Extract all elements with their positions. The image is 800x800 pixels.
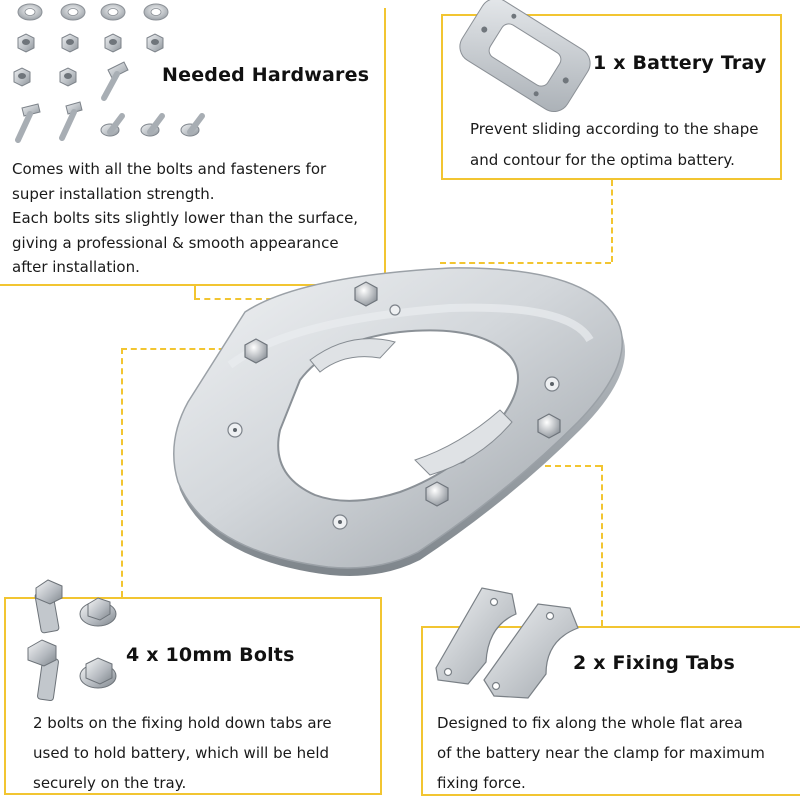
bolts-line-2: used to hold battery, which will be held bbox=[33, 744, 330, 762]
bolts-line-3: securely on the tray. bbox=[33, 774, 187, 792]
tray-line-2: and contour for the optima battery. bbox=[470, 150, 735, 169]
washer-icon bbox=[18, 4, 168, 20]
leader-line-bolts-v bbox=[121, 348, 123, 597]
hardware-line-3: Each bolts sits slightly lower than the surface, bbox=[12, 209, 359, 227]
fixing-tab-icon bbox=[428, 580, 588, 700]
battery-tray-product bbox=[150, 260, 650, 600]
bolts-title: 4 x 10mm Bolts bbox=[126, 644, 295, 666]
hardware-line-4: giving a professional & smooth appearance bbox=[12, 233, 339, 252]
leader-line-tray-v bbox=[611, 180, 613, 262]
bolts-line-1: 2 bolts on the fixing hold down tabs are bbox=[33, 714, 332, 732]
hardware-line-1: Comes with all the bolts and fasteners for bbox=[12, 160, 327, 178]
tray-title: 1 x Battery Tray bbox=[593, 52, 767, 74]
hardware-title: Needed Hardwares bbox=[162, 64, 370, 86]
flange-bolt-icon bbox=[14, 570, 134, 705]
tabs-line-1: Designed to fix along the whole flat area bbox=[437, 714, 743, 732]
nut-icon bbox=[14, 34, 163, 86]
tray-line-1: Prevent sliding according to the shape bbox=[470, 120, 759, 138]
tabs-line-2: of the battery near the clamp for maximum bbox=[437, 744, 765, 762]
hardware-line-5: after installation. bbox=[12, 258, 140, 276]
bolts-description bbox=[33, 708, 332, 798]
tabs-description bbox=[437, 708, 765, 798]
tray-description bbox=[470, 117, 758, 172]
hardware-line-2: super installation strength. bbox=[12, 184, 215, 203]
battery-tray-icon bbox=[455, 0, 595, 105]
tabs-title: 2 x Fixing Tabs bbox=[573, 652, 735, 674]
tabs-line-3: fixing force. bbox=[437, 774, 526, 792]
